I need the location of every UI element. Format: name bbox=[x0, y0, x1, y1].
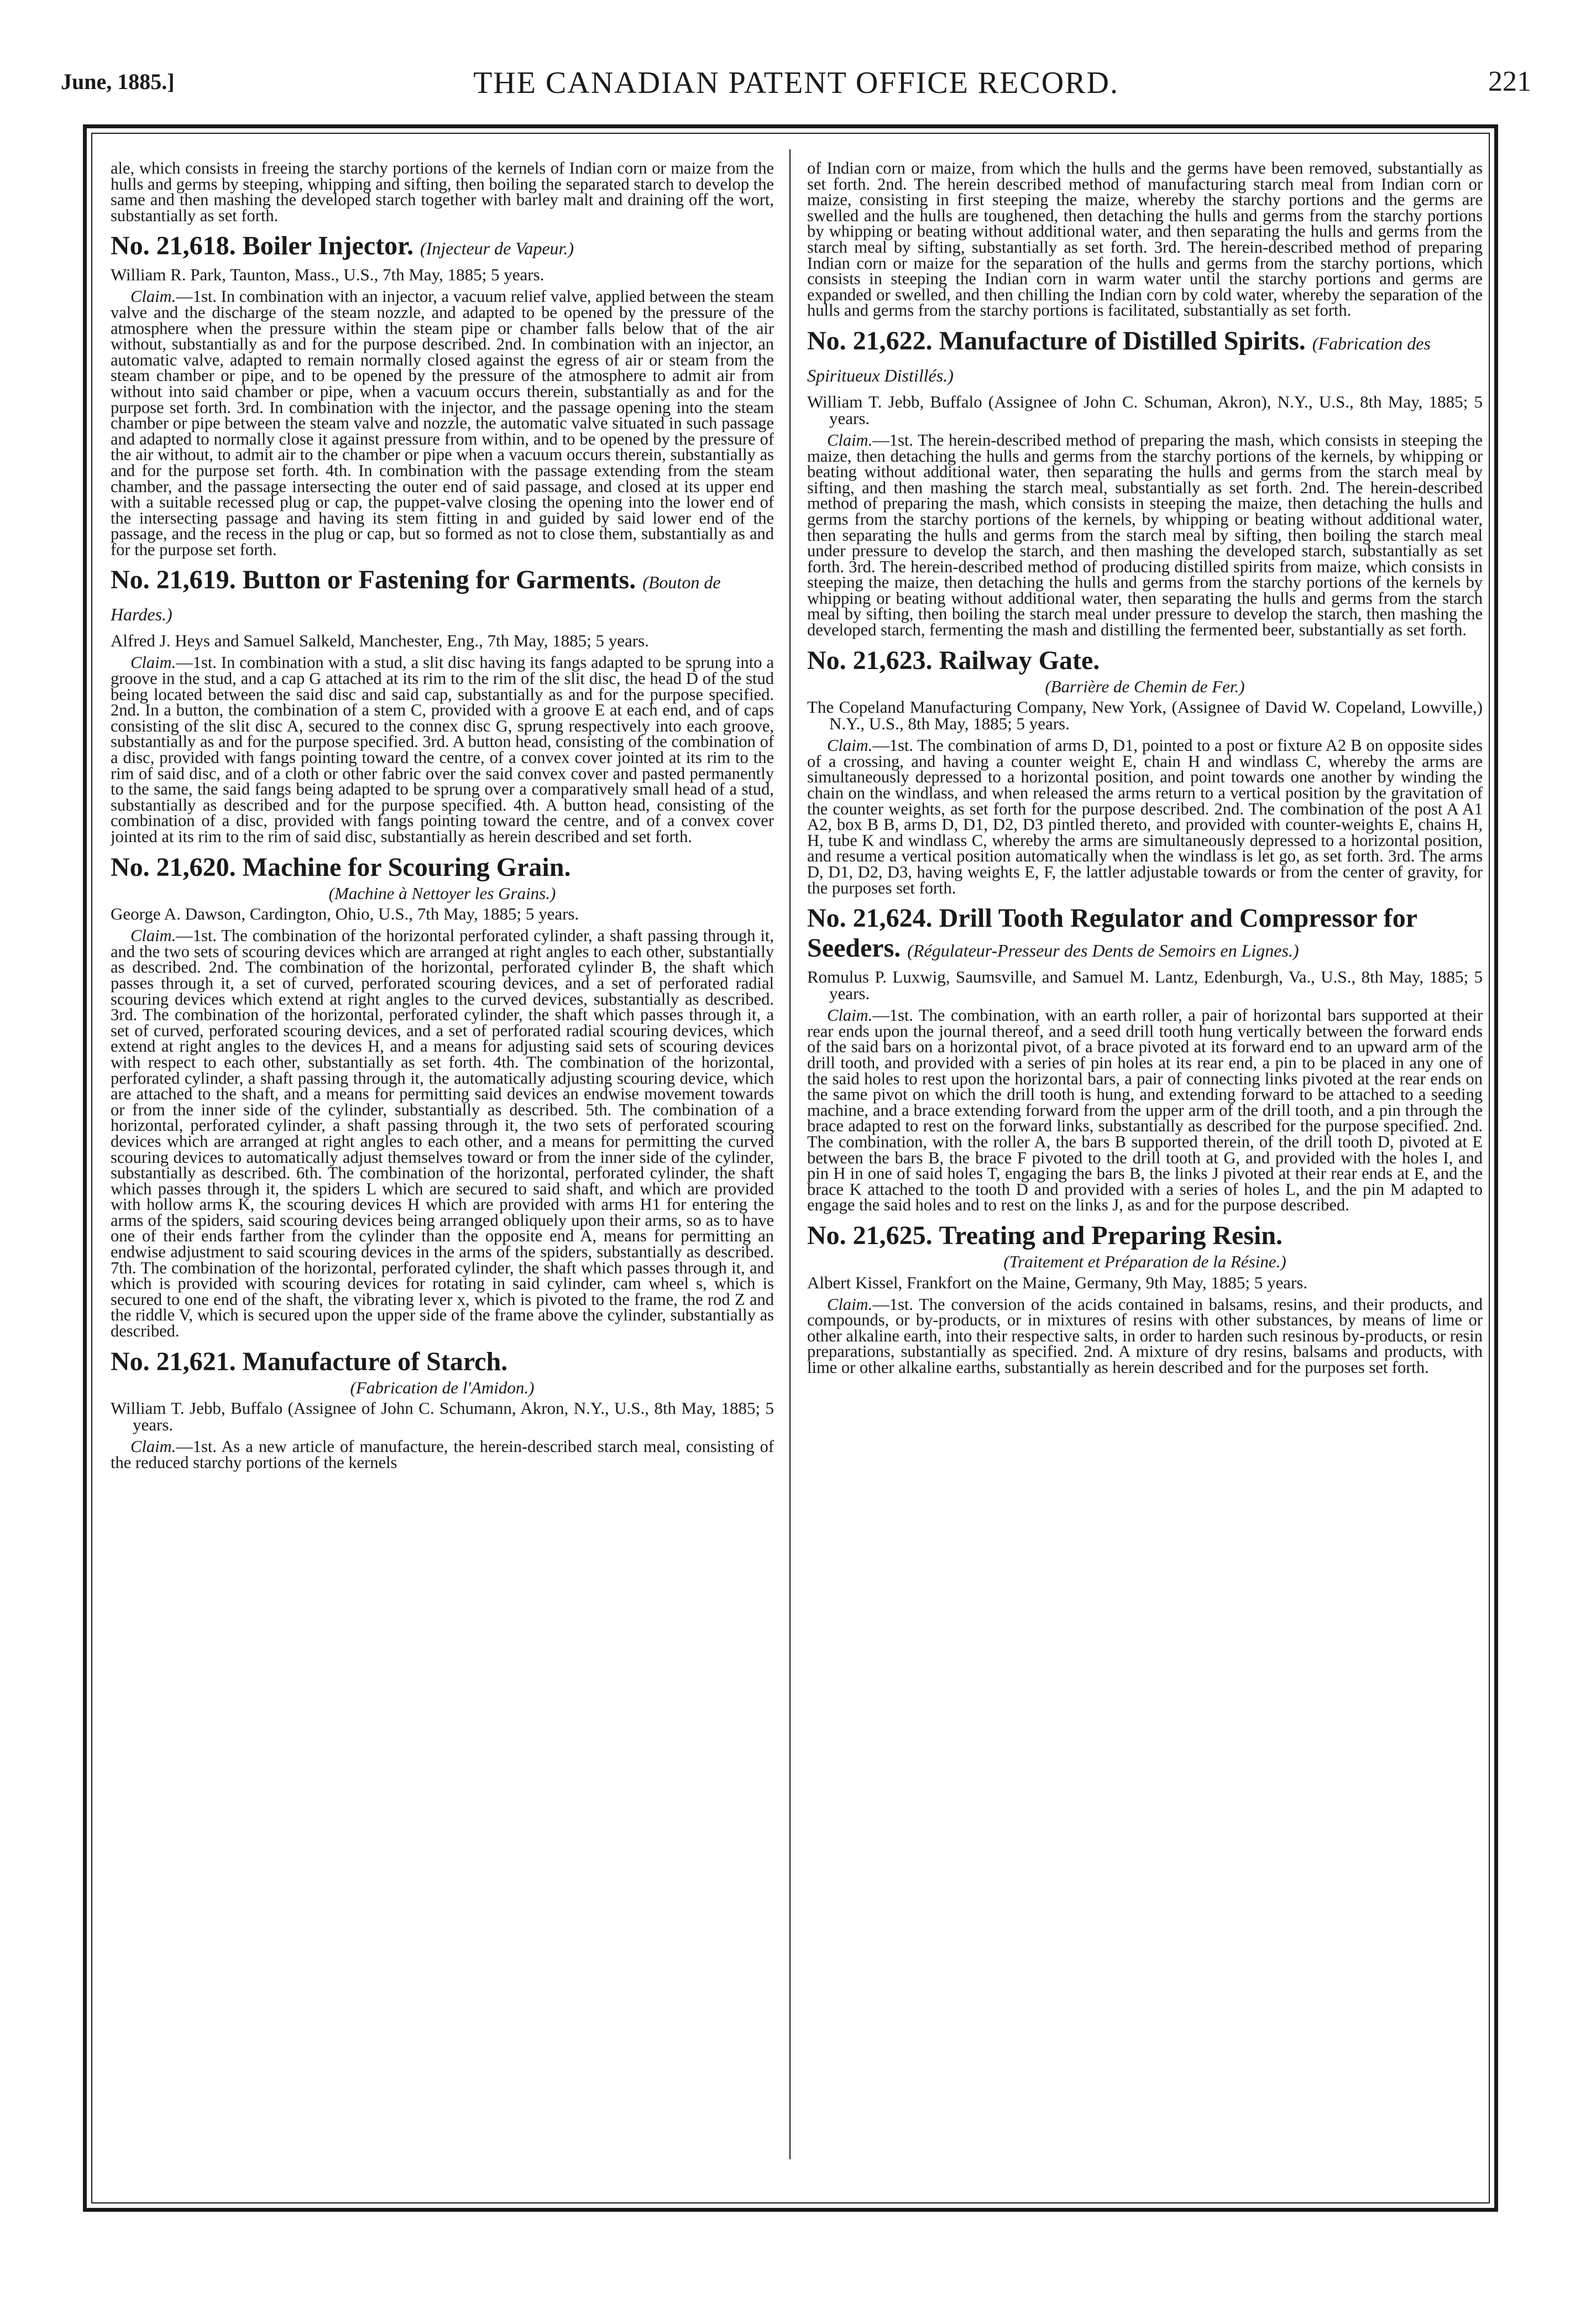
claim-label: Claim. bbox=[130, 653, 176, 672]
claim-text bbox=[807, 432, 1483, 638]
french-subtitle: (Traitement et Préparation de la Résine.) bbox=[1003, 1251, 1286, 1271]
claim-body: —1st. In combination with an injector, a vacuum relief valve, applied between the steam valve and the discharge of the steam nozzle, and adapted to be opened by the pressure of the atmosphere when the pressure within the steam pipe or chamber falls below that of the air without, substantially as and for the purpose described. 2nd. In combination with an injector, an automatic valve, adapted to remain normally closed against the egress of air or steam from the steam chamber or pipe, and to be opened by the pressure of the atmosphere to admit air from without into said chamber or pipe, when a vacuum occurs therein, substantially as and for the purpose set forth. 3rd. In combination with the injector, and the passage opening into the steam chamber or pipe between the steam valve and nozzle, the automatic valve situated in such passage and adapted to normally close it against pressure from within, and to be opened by the pressure of the air without, to admit air to the chamber or pipe when a vacuum occurs therein, substantially as and for the purpose set forth. 4th. In combination with the passage extending from the steam chamber, and the passage intersecting the outer end of said passage, and closed at its upper end with a suitable recessed plug or cap, the puppet-valve closing the opening into the lower end of the intersecting passage and having its stem fitting in and guided by said lower end of the passage, and the recess in the plug or cap, but so formed as not to close them, substantially as and for the purpose set forth. bbox=[111, 287, 774, 559]
claim-label: Claim. bbox=[130, 287, 176, 306]
page-header bbox=[61, 65, 1531, 109]
french-subtitle: (Fabrication de l'Amidon.) bbox=[350, 1377, 535, 1397]
continuation-text: of Indian corn or maize, from which the hulls and the germs have been removed, substantially as set forth. 2nd. The herein described method of manufacturing starch meal from Indian corn or maize, consisting in first steeping the maize, whereby the starchy portions and the germs are swelled and the hulls are toughened, then detaching the hulls and germs from the starchy portions by whipping or beating without additional water, and then separating the hulls and germs from the starch meal by sifting, substantially as set forth. 3rd. The herein-described method of preparing Indian corn or maize for the separation of the hulls and germs from the starchy portions, which consists in steeping the Indian corn in warm water until the starchy portions and germs are expanded or swelled, and then chilling the Indian corn by cold water, whereby the separation of the hulls and germs from the starchy portions is facilitated, substantially as set forth. bbox=[807, 160, 1483, 320]
claim-body: —1st. The combination of arms D, D1, pointed to a post or fixture A2 B on opposite sides of a crossing, and having a counter weight E, chain H and windlass C, whereby the arms are simultaneously depressed to a horizontal position, and point towards one another by winding the chain on the windlass, and when released the arms return to a vertical position by the gravitation of the counter weights, as set forth for the purpose described. 2nd. The combination of the post A A1 A2, box B B, arms D, D1, D2, D3 pintled thereto, and provided with counter-weights E, chains H, H, tube K and windlass C, whereby the arms are simultaneously depressed to a horizontal position, and resume a vertical position automatically when the windlass is let go, as set forth. 3rd. The arms D, D1, D2, D3, having weights E, F, the lattler adjustable towards or from the center of gravity, for the purposes set forth. bbox=[807, 736, 1483, 897]
patent-number: No. 21,625. bbox=[807, 1220, 933, 1250]
patent-number: No. 21,622. bbox=[807, 326, 933, 356]
patent-number: No. 21,623. bbox=[807, 645, 933, 675]
entry-heading bbox=[111, 1347, 774, 1377]
claim-text bbox=[111, 655, 774, 844]
patent-title: Button or Fastening for Garments. bbox=[242, 565, 636, 595]
patent-entry-21621 bbox=[111, 1347, 774, 1471]
claim-text bbox=[111, 289, 774, 557]
claim-label: Claim. bbox=[827, 1006, 873, 1025]
claim-label: Claim. bbox=[827, 1294, 873, 1314]
patent-title: Machine for Scouring Grain. bbox=[242, 852, 571, 882]
french-subtitle: (Machine à Nettoyer les Grains.) bbox=[328, 883, 556, 903]
entry-heading bbox=[111, 565, 774, 629]
french-title: (Régulateur-Presseur des Dents de Semoirs en Lignes.) bbox=[907, 941, 1299, 961]
french-title: (Injecteur de Vapeur.) bbox=[420, 238, 574, 259]
entry-heading bbox=[111, 853, 774, 882]
entry-heading bbox=[807, 904, 1483, 965]
patent-title: Drill Tooth Regulator and Compressor for Seeders. bbox=[807, 904, 1417, 963]
continuation-text: ale, which consists in freeing the starchy portions of the kernels of Indian corn or maize from the hulls and germs by steeping, whipping and sifting, then boiling the separated starch to develop the same and then mashing the developed starch together with barley malt and draining off the wort, substantially as set forth. bbox=[111, 160, 774, 225]
claim-label: Claim. bbox=[130, 1437, 176, 1456]
patent-title: Manufacture of Starch. bbox=[242, 1346, 508, 1376]
patent-entry-21625 bbox=[807, 1221, 1483, 1376]
french-title: (Fabrication des Spiritueux Distillés.) bbox=[807, 333, 1431, 385]
claim-text bbox=[111, 1439, 774, 1470]
claim-label: Claim. bbox=[827, 430, 873, 450]
claim-body: —1st. In combination with a stud, a slit disc having its fangs adapted to be sprung into a groove in the stud, and a cap G attached at its rim to the rim of the slit disc, the head D of the stud being located between the said disc and said cap, substantially as and for the purpose specified. 2nd. In a button, the combination of a stem C, provided with a groove E at each end, and of caps consisting of the slit disc A, secured to the connex disc G, sprung respectively into each groove, substantially as and for the purpose specified. 3rd. A button head, consisting of the combination of a disc, provided with fangs pointing toward the centre, of a convex cover jointed at its rim to the rim of said disc, and of a cloth or other fabric over the said convex cover and pasted permanently to the same, the said fangs being adapted to be sprung over a comparatively small head of a stud, substantially as described and for the purpose specified. 4th. A button head, consisting of the combination of a disc, provided with fangs pointing toward the centre, and of a convex cover jointed at its rim to the rim of said disc, substantially as herein described and set forth. bbox=[111, 653, 774, 846]
patent-title: Treating and Preparing Resin. bbox=[939, 1220, 1283, 1250]
patent-title: Manufacture of Distilled Spirits. bbox=[939, 326, 1306, 356]
patent-number: No. 21,619. bbox=[111, 565, 236, 595]
page-number: 221 bbox=[1488, 66, 1531, 97]
claim-text bbox=[807, 738, 1483, 896]
patent-number: No. 21,620. bbox=[111, 852, 236, 882]
inventor-line: William T. Jebb, Buffalo (Assignee of John C. Schumann, Akron, N.Y., U.S., 8th May, 1885; 5 years. bbox=[111, 1398, 774, 1435]
entry-heading bbox=[807, 646, 1483, 676]
inventor-line: George A. Dawson, Cardington, Ohio, U.S., 7th May, 1885; 5 years. bbox=[111, 904, 579, 924]
claim-body: —1st. The conversion of the acids contained in balsams, resins, and their products, and compounds, or by-products, or in mixtures of resins with other substances, by means of lime or other alkaline earth, into their respective salts, in order to harden such resinous by-products, or resin preparations, substantially as specified. 2nd. A mixture of dry resins, balsams and products, with lime or other alkaline earths, substantially as herein described and for the purposes set forth. bbox=[807, 1294, 1483, 1377]
inventor-line: Alfred J. Heys and Samuel Salkeld, Manchester, Eng., 7th May, 1885; 5 years. bbox=[111, 631, 649, 651]
french-title: (Bouton de Hardes.) bbox=[111, 572, 721, 625]
claim-body: —1st. The combination, with an earth roller, a pair of horizontal bars supported at their rear ends upon the journal thereof, and a seed drill tooth hung vertically between the forward ends of the said bars on a horizontal pivot, of a brace pivoted at its forward end to an upward arm of the drill tooth, and provided with a series of pin holes at its rear end, a pin to be placed in any one of the said holes to rest upon the horizontal bars, a pair of connecting links pivoted at the rear ends on the same pivot on which the drill tooth is hung, and extending forward to be attached to a seeding machine, and a brace extending forward from the upper arm of the drill tooth, and a pin through the brace adapted to rest on the forward links, substantially as described for the purpose specified. 2nd. The combination, with the roller A, the bars B supported therein, of the drill tooth D, pivoted at E between the bars B, the brace F pivoted to the drill tooth at G, and provided with the holes I, and pin H in one of said holes T, engaging the bars B, the links J pivoted at their rear ends at E, and the brace K attached to the tooth D and provided with a series of holes L, and the pin M adapted to engage the said holes and to rest on the links J, as and for the purpose described. bbox=[807, 1006, 1483, 1215]
claim-text bbox=[807, 1007, 1483, 1213]
inventor-line: Romulus P. Luxwig, Saumsville, and Samuel M. Lantz, Edenburgh, Va., U.S., 8th May, 1885; 5 years. bbox=[807, 967, 1483, 1004]
patent-number: No. 21,618. bbox=[111, 231, 236, 261]
right-column bbox=[807, 160, 1483, 2162]
entry-heading bbox=[807, 326, 1483, 390]
left-column bbox=[111, 160, 774, 2162]
patent-entry-21620 bbox=[111, 853, 774, 1339]
french-subtitle: (Barrière de Chemin de Fer.) bbox=[1045, 676, 1245, 696]
claim-text bbox=[111, 928, 774, 1339]
entry-heading bbox=[111, 231, 774, 263]
patent-entry-21624 bbox=[807, 904, 1483, 1213]
column-divider bbox=[789, 149, 791, 2159]
inventor-line: William T. Jebb, Buffalo (Assignee of John C. Schuman, Akron), N.Y., U.S., 8th May, 1885; 5 years. bbox=[807, 391, 1483, 428]
patent-entry-21622 bbox=[807, 326, 1483, 638]
entry-heading bbox=[807, 1221, 1483, 1251]
patent-title: Railway Gate. bbox=[939, 645, 1100, 675]
inventor-line: Albert Kissel, Frankfort on the Maine, Germany, 9th May, 1885; 5 years. bbox=[807, 1272, 1308, 1292]
patent-number: No. 21,621. bbox=[111, 1346, 236, 1376]
inventor-line: The Copeland Manufacturing Company, New York, (Assignee of David W. Copeland, Lowville,) N.Y., U.S., 8th May, 1885; 5 years. bbox=[807, 697, 1483, 734]
patent-number: No. 21,624. bbox=[807, 904, 933, 933]
publication-title: THE CANADIAN PATENT OFFICE RECORD. bbox=[473, 66, 1119, 100]
patent-entry-21619 bbox=[111, 565, 774, 844]
claim-text bbox=[807, 1294, 1483, 1377]
issue-date: June, 1885.] bbox=[61, 69, 175, 94]
patent-entry-21623 bbox=[807, 646, 1483, 896]
claim-body: —1st. As a new article of manufacture, the herein-described starch meal, consisting of the reduced starchy portions of the kernels bbox=[111, 1437, 774, 1472]
claim-label: Claim. bbox=[130, 926, 176, 946]
claim-body: —1st. The combination of the horizontal perforated cylinder, a shaft passing through it, and the two sets of scouring devices which are arranged at right angles to each other, substantially as described. 2nd. The combination of the horizontal, perforated cylinder B, the shaft which passes through it, a set of curved, perforated scouring devices, and a set of perforated radial scouring devices which extend at right angles to the curved devices, substantially as described. 3rd. The combination of the horizontal, perforated cylinder, the shaft which passes through it, a set of curved, perforated scouring devices, and a set of perforated radial scouring devices, which extend at right angles to the devices H, and a means for adjusting said sets of scouring devices with respect to each other, substantially as set forth. 4th. The combination of the horizontal, perforated cylinder, a shaft passing through it, the automatically adjusting scouring device, which are attached to the shaft, and a means for permitting said devices an endwise movement towards or from the inner side of the cylinder, substantially as described. 5th. The combination of a horizontal, perforated cylinder, a shaft passing through it, the two sets of perforated scouring devices which are arranged at right angles to each other, and a means for permitting the curved scouring devices to automatically adjust themselves toward or from the inner side of the cylinder, substantially as described. 6th. The combination of the horizontal, perforated cylinder, the shaft which passes through it, the spiders L which are secured to said shaft, and which are provided with hollow arms K, the scouring devices H which are provided with arms H1 for entering the arms of the spiders, said scouring devices being arranged obliquely upon their arms, so as to have one of their ends farther from the cylinder than the opposite end A, means for permitting an endwise adjustment to said scouring devices in the arms of the spiders, substantially as described. 7th. The combination of the horizontal, perforated cylinder, the shaft which passes through it, and which is provided with scouring devices for rotating in said cylinder, cam wheel s, which is secured to one end of the shaft, the vibrating lever x, which is pivoted to the frame, the rod Z and the riddle V, which is secured upon the upper side of the frame above the cylinder, substantially as described. bbox=[111, 926, 774, 1341]
patent-title: Boiler Injector. bbox=[242, 231, 414, 261]
claim-body: —1st. The herein-described method of preparing the mash, which consists in steeping the maize, then detaching the hulls and germs from the starchy portions of the kernels, by whipping or beating without additional water, then separating the hulls and germs from the starch meal by sifting, and then mashing the starch meal, substantially as set forth. 2nd. The herein-described method of preparing the mash, which consists in steeping the maize, then detaching the hulls and germs from the starchy portions of the kernels, by whipping or beating without additional water, then separating the hulls and germs from the starch meal by sifting, then boiling the starch meal under pressure to develop the starch, and then mashing the developed starch, substantially as set forth. 3rd. The herein-described method of producing distilled spirits from maize, which consists in steeping the maize, then detaching the hulls and germs from the starchy portions of the kernels by whipping or beating without additional water, then separating the hulls and germs from the starch meal by sifting, then boiling the starch meal under pressure to develop the starch, then mashing the developed starch, fermenting the mash and distilling the fermented beer, substantially as set forth. bbox=[807, 430, 1483, 640]
patent-entry-21618 bbox=[111, 231, 774, 557]
inventor-line: William R. Park, Taunton, Mass., U.S., 7th May, 1885; 5 years. bbox=[111, 265, 545, 285]
claim-label: Claim. bbox=[827, 736, 873, 755]
